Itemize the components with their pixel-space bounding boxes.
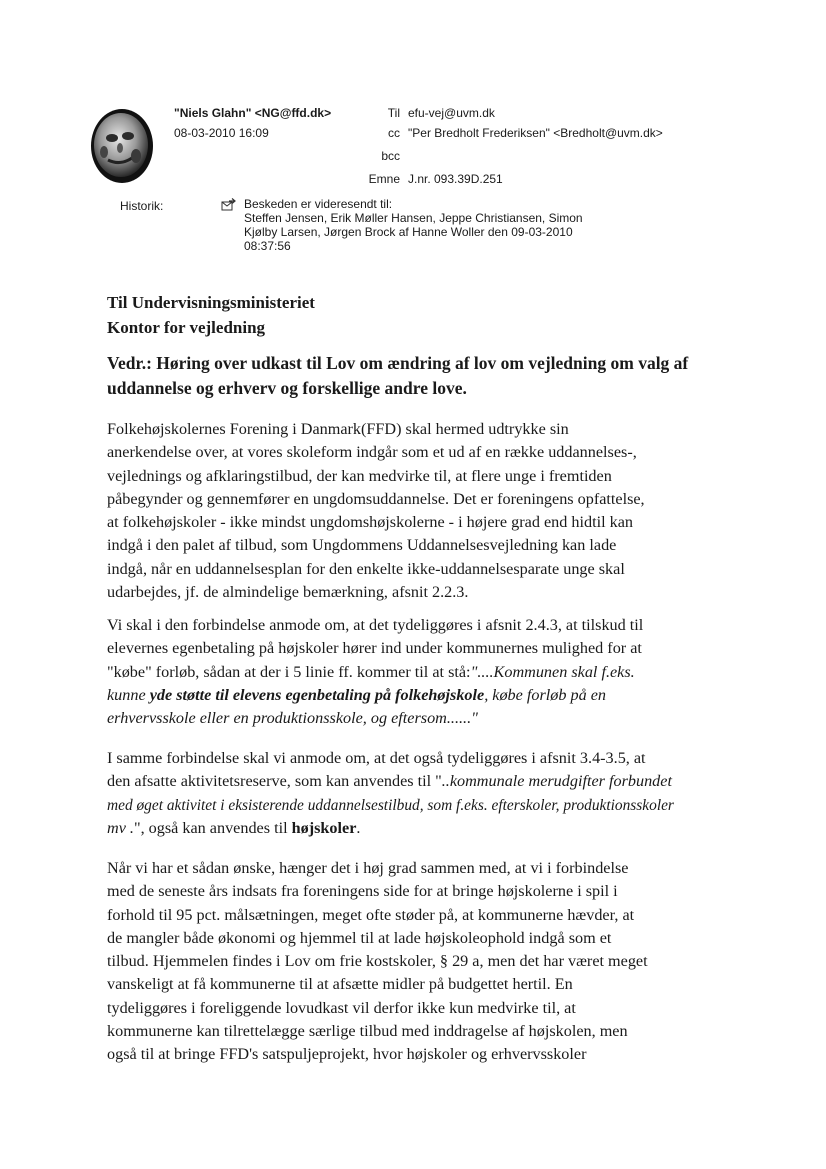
text-line: I samme forbindelse skal vi anmode om, at det også tydeliggøres i afsnit 3.4-3.5, at <box>107 749 646 767</box>
bcc-label: bcc <box>381 149 400 163</box>
subject-label: Emne <box>368 172 400 186</box>
paragraph-2 <box>107 614 732 730</box>
to-value: efu-vej@uvm.dk <box>408 106 495 120</box>
to-label: Til <box>387 106 400 120</box>
text-line: elevernes egenbetaling på højskoler hører ind under kommunernes mulighed for at <box>107 639 642 658</box>
quote-run: ..kommunale merudgifter forbundet <box>441 772 672 791</box>
history-line: 08:37:56 <box>244 239 291 253</box>
sender-avatar-icon <box>90 108 154 184</box>
cc-value: "Per Bredholt Frederiksen" <Bredholt@uvm.dk> <box>408 126 663 140</box>
text-line: indgå, når en uddannelsesplan for den enkelte ikke-uddannelsesparate unge skal <box>107 559 625 578</box>
emphasis-run: yde støtte til elevens egenbetaling på folkehøjskole <box>149 685 485 704</box>
text-line: tilbud. Hjemmelen findes i Lov om frie kostskoler, § 29 a, men det har været meget <box>107 952 648 971</box>
text-line: de mangler både økonomi og hjemmel til at lade højskoleophold indgå som et <box>107 928 612 947</box>
paragraph-4 <box>107 857 732 1067</box>
text-run: ", også kan anvendes til <box>133 818 292 837</box>
text-line <box>107 661 732 684</box>
text-line <box>107 817 732 840</box>
text-line: udarbejdes, jf. de almindelige bemærkning, afsnit 2.2.3. <box>107 583 469 602</box>
history-line: Steffen Jensen, Erik Møller Hansen, Jeppe Christiansen, Simon <box>244 211 583 225</box>
sender-name: "Niels Glahn" <NG@ffd.dk> <box>174 106 332 120</box>
text-run: "købe" forløb, sådan at der i 5 linie ff. kommer til at stå: <box>107 662 471 681</box>
text-line: at folkehøjskoler - ikke mindst ungdomshøjskolerne - i højere grad end hidtil kan <box>107 513 633 532</box>
text-line: anerkendelse over, at vores skoleform indgår som et ud af en række uddannelses-, <box>107 443 637 462</box>
text-line: vanskeligt at få kommunerne til at afsætte midler på budgettet hertil. En <box>107 975 573 994</box>
text-run: den afsatte aktivitetsreserve, som kan anvendes til " <box>107 772 442 791</box>
text-run: . <box>356 818 361 837</box>
subject-value: J.nr. 093.39D.251 <box>408 172 503 186</box>
text-line: Vi skal i den forbindelse anmode om, at det tydeliggøres i afsnit 2.4.3, at tilskud til <box>107 616 644 634</box>
emphasis-run: højskoler <box>291 818 357 837</box>
recipient-address <box>107 290 315 340</box>
paragraph-1 <box>107 418 732 604</box>
paragraph-3 <box>107 747 732 840</box>
quote-run: mv . <box>107 818 134 837</box>
text-line: også til at bringe FFD's satspuljeprojekt, hvor højskoler og erhvervsskoler <box>107 1045 587 1064</box>
sent-date: 08-03-2010 16:09 <box>174 126 269 140</box>
text-line: med de seneste års indsats fra foreningens side for at bringe højskolerne i spil i <box>107 882 618 901</box>
text-line: Når vi har et sådan ønske, hænger det i høj grad sammen med, at vi i forbindelse <box>107 859 629 877</box>
quote-run: kunne <box>107 685 150 704</box>
text-line <box>107 770 732 793</box>
cc-label: cc <box>388 126 400 140</box>
recipient-line: Til Undervisningsministeriet <box>107 293 315 312</box>
forward-icon <box>221 198 237 212</box>
text-line: Folkehøjskolernes Forening i Danmark(FFD) skal hermed udtrykke sin <box>107 420 569 438</box>
text-line: erhvervsskole eller en produktionsskole, og eftersom......" <box>107 709 478 728</box>
quote-run: , købe forløb på en <box>484 685 607 704</box>
text-line: kommunerne kan tilrettelægge særlige tilbud med inddragelse af højskolen, men <box>107 1022 628 1041</box>
recipient-line: Kontor for vejledning <box>107 318 266 337</box>
quote-run: "....Kommunen skal f.eks. <box>470 662 635 681</box>
history-line: Beskeden er videresendt til: <box>244 197 393 211</box>
history-label: Historik: <box>120 199 164 213</box>
text-line: forhold til 95 pct. målsætningen, meget ofte støder på, at kommunerne hævder, at <box>107 905 635 924</box>
text-line: indgå i den palet af tilbud, som Ungdommens Uddannelsesvejledning kan lade <box>107 536 617 555</box>
text-line: påbegynder og gennemfører en ungdomsuddannelse. Det er foreningens opfattelse, <box>107 489 645 508</box>
history-text <box>244 197 644 253</box>
history-line: Kjølby Larsen, Jørgen Brock af Hanne Woller den 09-03-2010 <box>244 225 573 239</box>
text-line: tydeliggøres i foreliggende lovudkast vil derfor ikke kun medvirke til, at <box>107 998 576 1017</box>
subject-line: uddannelse og erhverv og forskellige andre love. <box>107 378 467 398</box>
text-line: vejlednings og afklaringstilbud, der kan medvirke til, at flere unge i fremtiden <box>107 466 612 485</box>
subject-line: Vedr.: Høring over udkast til Lov om ændring af lov om vejledning om valg af <box>107 353 689 373</box>
text-line: med øget aktivitet i eksisterende uddannelsestilbud, som f.eks. efterskoler, produktionsskoler <box>107 796 674 814</box>
letter-subject <box>107 351 727 401</box>
text-line <box>107 684 732 707</box>
